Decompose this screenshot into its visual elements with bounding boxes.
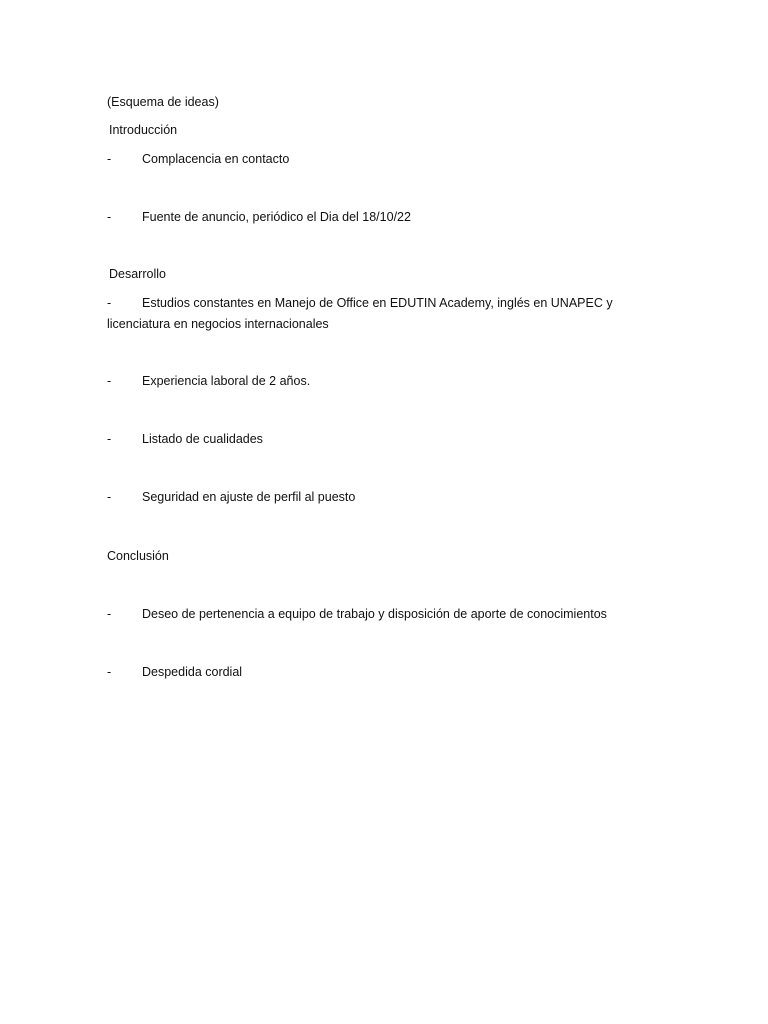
bullet-marker: - bbox=[107, 210, 112, 224]
list-item-text: Deseo de pertenencia a equipo de trabajo y disposición de aporte de conocimientos bbox=[142, 607, 607, 621]
bullet-marker: - bbox=[107, 432, 112, 446]
bullet-marker: - bbox=[107, 490, 112, 504]
list-item-text: Estudios constantes en Manejo de Office en EDUTIN Academy, inglés en UNAPEC y licenciatura en negocios internacionales bbox=[107, 296, 613, 331]
list-item-text: Experiencia laboral de 2 años. bbox=[142, 374, 311, 388]
bullet-marker: - bbox=[107, 374, 112, 388]
document-title: (Esquema de ideas) bbox=[107, 95, 219, 109]
list-item-text: Despedida cordial bbox=[142, 665, 243, 679]
section-heading-desarrollo: Desarrollo bbox=[109, 267, 166, 281]
bullet-marker: - bbox=[107, 296, 112, 310]
section-heading-conclusion: Conclusión bbox=[107, 549, 169, 563]
list-item-text: Listado de cualidades bbox=[142, 432, 263, 446]
section-heading-introduccion: Introducción bbox=[109, 123, 178, 137]
bullet-marker: - bbox=[107, 152, 112, 166]
bullet-marker: - bbox=[107, 607, 112, 621]
bullet-marker: - bbox=[107, 665, 112, 679]
list-item bbox=[107, 293, 627, 335]
list-item-text: Seguridad en ajuste de perfil al puesto bbox=[142, 490, 356, 504]
list-item-text: Fuente de anuncio, periódico el Dia del 18/10/22 bbox=[142, 210, 411, 224]
list-item-text: Complacencia en contacto bbox=[142, 152, 290, 166]
